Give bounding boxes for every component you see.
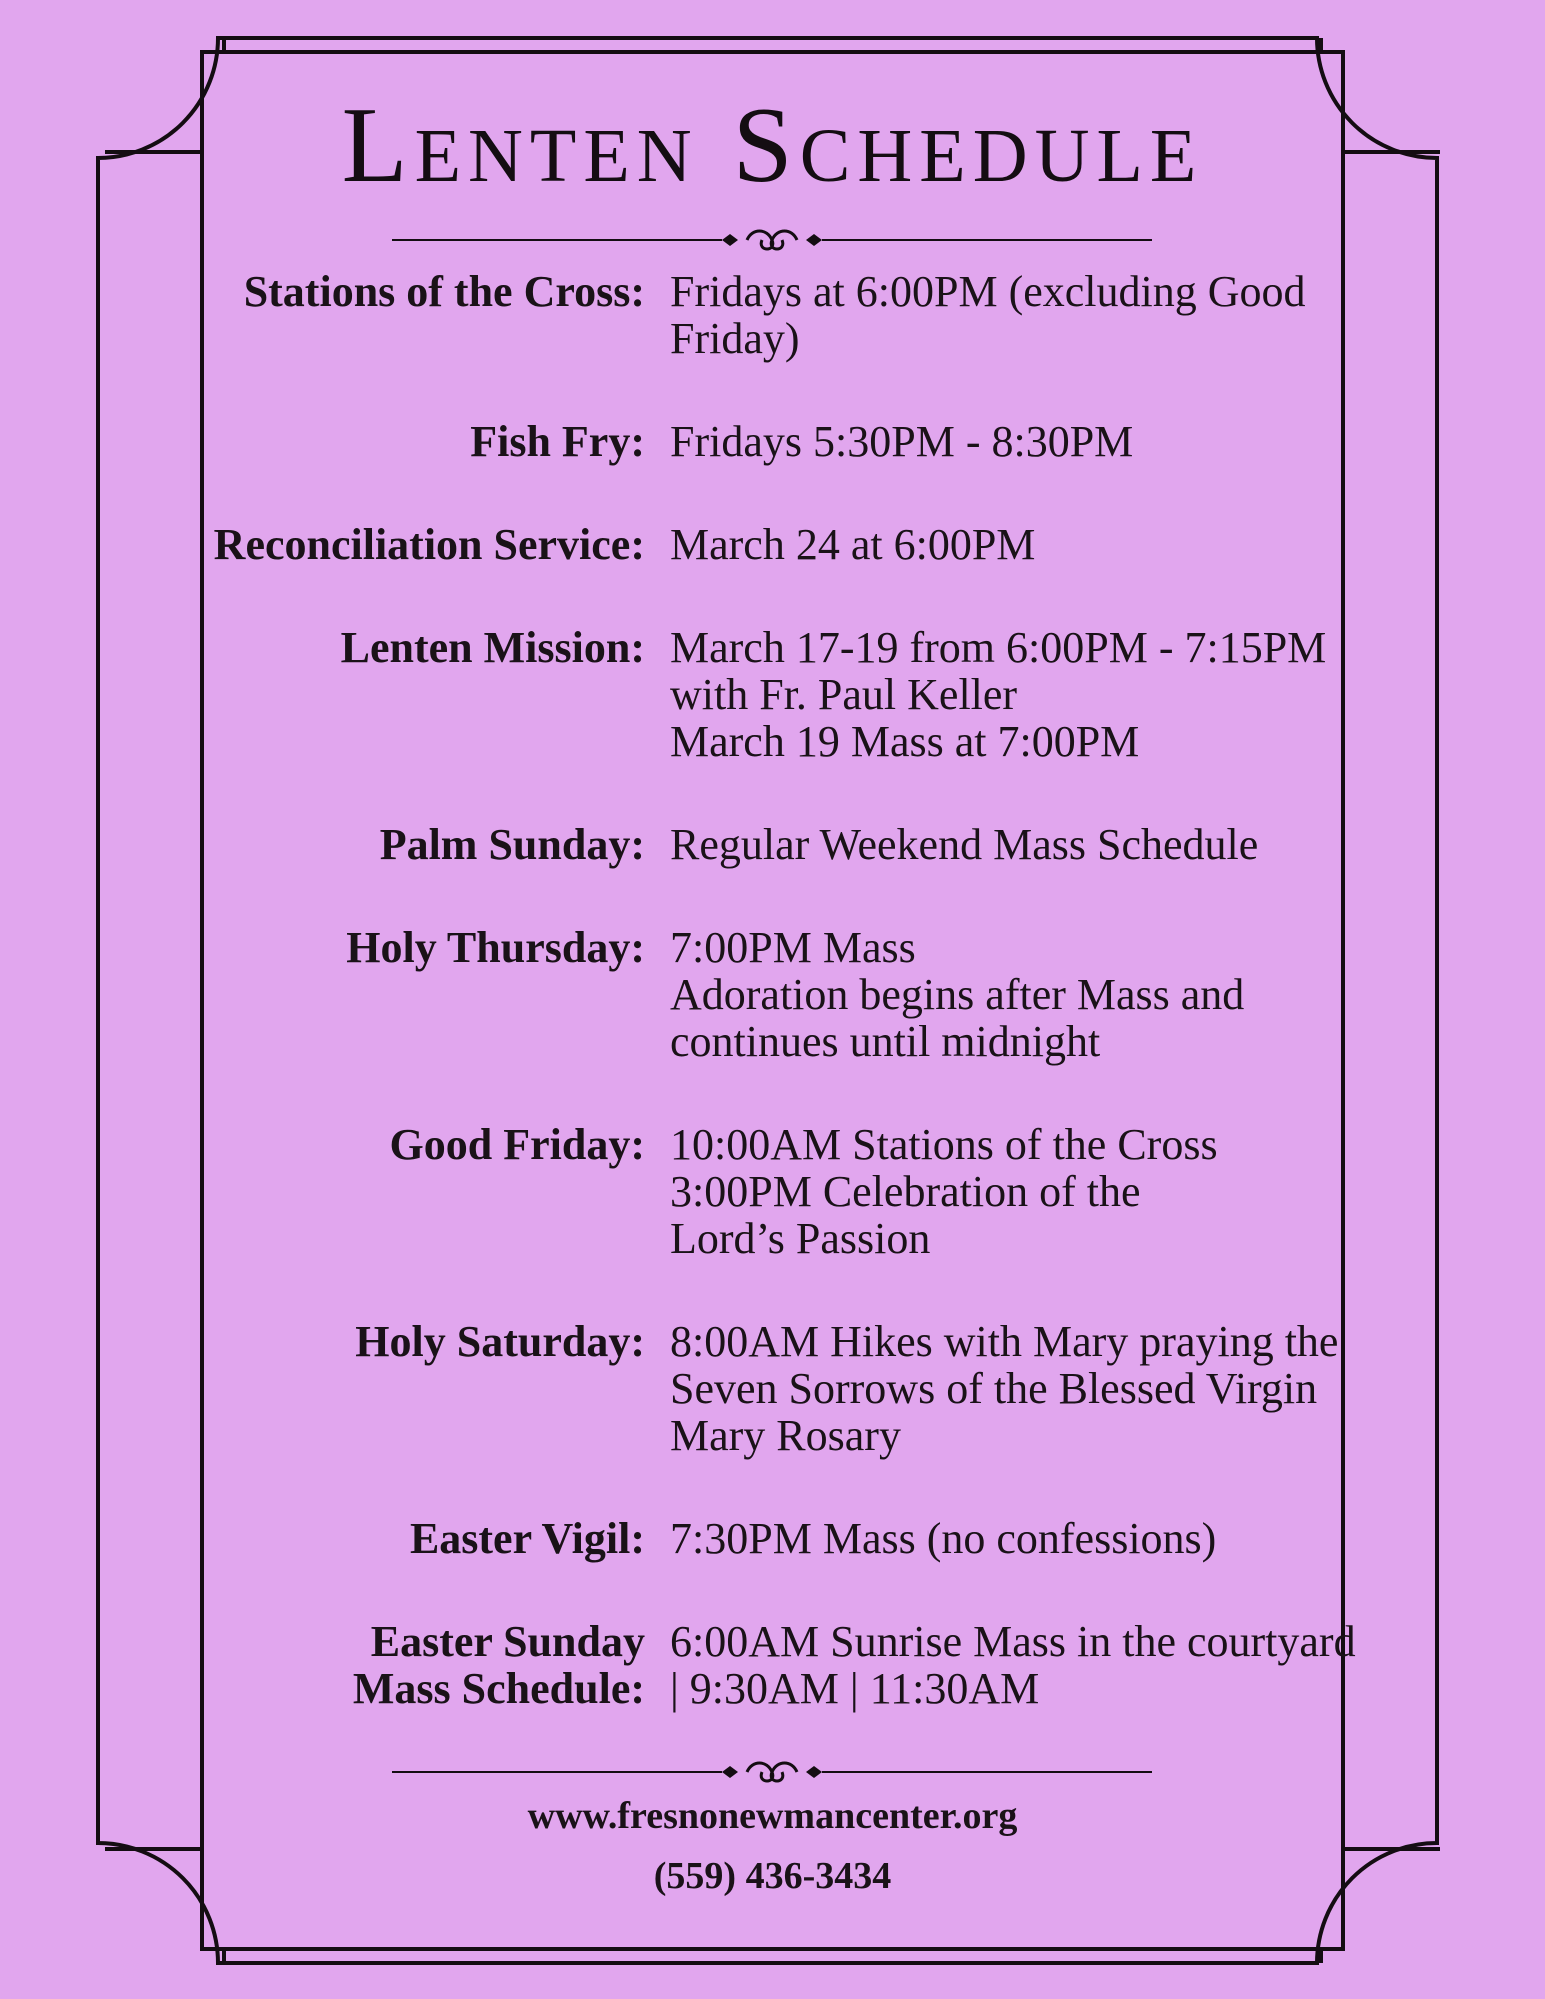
ornament-divider-top	[392, 228, 1152, 252]
schedule-row	[0, 521, 1545, 568]
schedule-label	[0, 821, 645, 868]
schedule-label	[0, 1515, 645, 1562]
schedule-detail-line: | 9:30AM | 11:30AM	[670, 1664, 1040, 1713]
schedule-details	[670, 521, 1420, 568]
schedule-detail-line: Adoration begins after Mass and	[670, 970, 1245, 1019]
schedule-detail-line: Fridays 5:30PM - 8:30PM	[670, 417, 1134, 466]
schedule-detail-line: Friday)	[670, 314, 800, 363]
schedule-detail-line: March 19 Mass at 7:00PM	[670, 717, 1140, 766]
schedule-detail-line: March 24 at 6:00PM	[670, 520, 1036, 569]
schedule-label-line: Easter Sunday	[370, 1617, 645, 1666]
schedule-detail-line: Regular Weekend Mass Schedule	[670, 820, 1259, 869]
schedule-details	[670, 821, 1420, 868]
schedule-label	[0, 1318, 645, 1365]
schedule-detail-line: Mary Rosary	[670, 1411, 901, 1460]
phone-number[interactable]: (559) 436-3434	[653, 1855, 892, 1897]
schedule-details	[670, 1121, 1420, 1262]
schedule-details	[670, 268, 1420, 362]
schedule-label-line: Fish Fry:	[470, 417, 645, 466]
schedule-label-line: Holy Thursday:	[346, 923, 645, 972]
schedule-details	[670, 924, 1420, 1065]
schedule-row	[0, 268, 1545, 362]
schedule-detail-line: 8:00AM Hikes with Mary praying the	[670, 1317, 1339, 1366]
schedule-label-line: Holy Saturday:	[355, 1317, 645, 1366]
schedule-details	[670, 1618, 1420, 1712]
schedule-detail-line: continues until midnight	[670, 1017, 1101, 1066]
schedule-detail-line: 7:00PM Mass	[670, 923, 916, 972]
schedule-row	[0, 1618, 1545, 1712]
schedule-detail-line: with Fr. Paul Keller	[670, 670, 1018, 719]
schedule-detail-line: 3:00PM Celebration of the	[670, 1167, 1141, 1216]
schedule-label	[0, 1121, 645, 1168]
schedule-label	[0, 924, 645, 971]
schedule-label	[0, 1618, 645, 1712]
schedule-label-line: Lenten Mission:	[340, 623, 645, 672]
schedule-row	[0, 821, 1545, 868]
schedule-detail-line: Seven Sorrows of the Blessed Virgin	[670, 1364, 1318, 1413]
schedule-row	[0, 624, 1545, 765]
schedule-detail-line: Lord’s Passion	[670, 1214, 931, 1263]
schedule-details	[670, 1318, 1420, 1459]
schedule-details	[670, 624, 1420, 765]
schedule-label-line: Good Friday:	[389, 1120, 645, 1169]
schedule-row	[0, 418, 1545, 465]
schedule-detail-line: 10:00AM Stations of the Cross	[670, 1120, 1218, 1169]
schedule-details	[670, 418, 1420, 465]
schedule-label	[0, 624, 645, 671]
schedule-details	[670, 1515, 1420, 1562]
schedule-label-line: Stations of the Cross:	[243, 267, 645, 316]
schedule-detail-line: March 17-19 from 6:00PM - 7:15PM	[670, 623, 1327, 672]
schedule-label	[0, 418, 645, 465]
schedule-label	[0, 268, 645, 315]
schedule-row	[0, 1318, 1545, 1459]
ornament-divider-bottom	[392, 1760, 1152, 1784]
schedule-label-line: Easter Vigil:	[409, 1514, 645, 1563]
website-link[interactable]: www.fresnonewmancenter.org	[527, 1795, 1018, 1837]
schedule-row	[0, 1121, 1545, 1262]
schedule-list	[0, 268, 1545, 1712]
schedule-detail-line: 7:30PM Mass (no confessions)	[670, 1514, 1217, 1563]
schedule-row	[0, 1515, 1545, 1562]
schedule-label-line: Reconciliation Service:	[213, 520, 645, 569]
schedule-label-line: Mass Schedule:	[352, 1664, 645, 1713]
schedule-detail-line: Fridays at 6:00PM (excluding Good	[670, 267, 1306, 316]
page-title: Lenten Schedule	[341, 86, 1204, 205]
schedule-label-line: Palm Sunday:	[379, 820, 645, 869]
schedule-label	[0, 521, 645, 568]
schedule-detail-line: 6:00AM Sunrise Mass in the courtyard	[670, 1617, 1356, 1666]
schedule-row	[0, 924, 1545, 1065]
